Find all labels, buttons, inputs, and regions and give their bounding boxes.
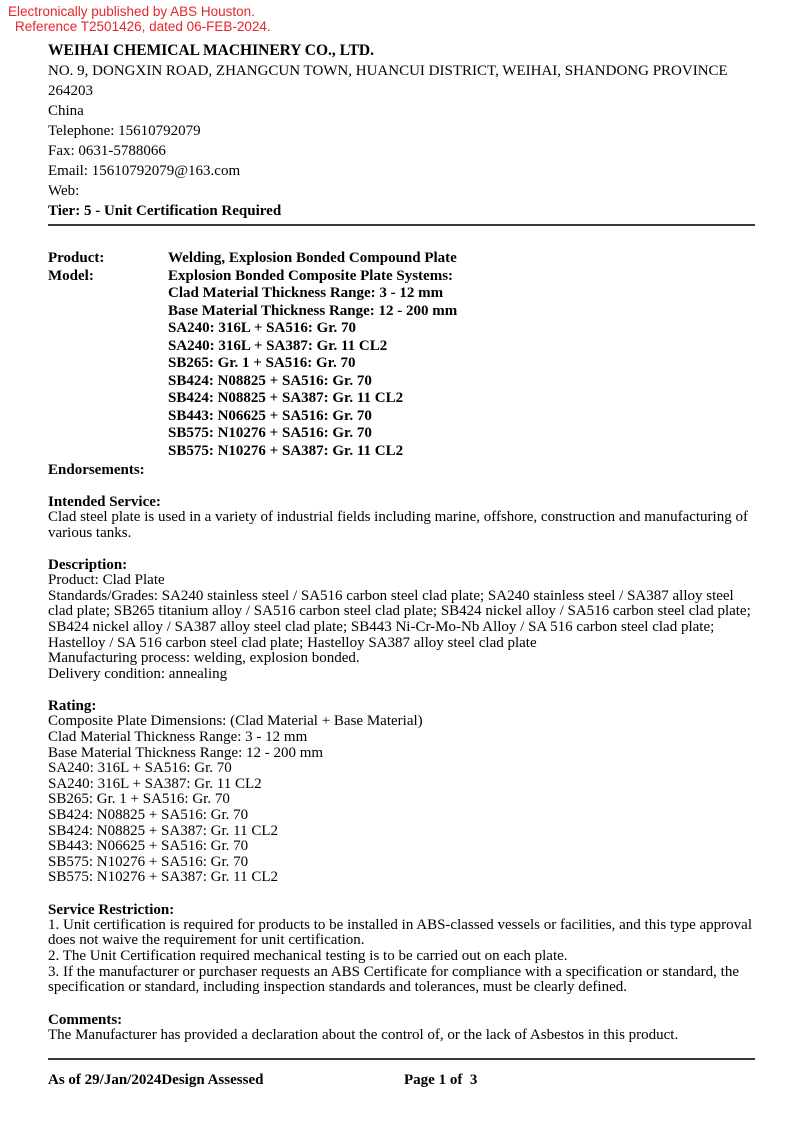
description-line: Delivery condition: annealing [48,665,228,682]
company-name: WEIHAI CHEMICAL MACHINERY CO., LTD. [48,42,374,59]
service-restriction-item: 2. The Unit Certification required mechanical testing is to be carried out on each plate. [48,948,568,965]
rating-heading: Rating: [48,698,97,715]
publish-notice-line2: Reference T2501426, dated 06-FEB-2024. [15,18,271,34]
description-lines [48,573,755,682]
model-line: SB443: N06625 + SA516: Gr. 70 [168,407,372,424]
intended-service-body: Clad steel plate is used in a variety of industrial fields including marine, offshore, construction and manufacturing of various tanks. [48,509,748,541]
comments-body: The Manufacturer has provided a declaration about the control of, or the lack of Asbestos in this product. [48,1026,679,1043]
model-line: SA240: 316L + SA516: Gr. 70 [168,320,357,336]
product-value: Welding, Explosion Bonded Compound Plate [168,250,457,266]
model-line: Clad Material Thickness Range: 3 - 12 mm [168,285,444,301]
model-line: SB575: N10276 + SA516: Gr. 70 [168,425,372,441]
description-line: Product: Clad Plate [48,572,165,589]
product-row [48,250,755,268]
tier-line: Tier: 5 - Unit Certification Required [48,203,282,219]
rating-line: SB265: Gr. 1 + SA516: Gr. 70 [48,791,230,808]
model-label: Model: [48,267,94,284]
rating-lines [48,714,755,886]
model-row [48,268,755,461]
service-restriction-heading: Service Restriction: [48,901,175,918]
model-line: SB424: N08825 + SA387: Gr. 11 CL2 [168,390,404,406]
rating-line: SB424: N08825 + SA516: Gr. 70 [48,806,249,823]
service-restriction-item: 1. Unit certification is required for products to be installed in ABS-classed vessels or facilities, and this type approval does not waive the requirement for unit certification. [48,916,752,949]
page-footer [48,1058,755,1089]
model-line: Explosion Bonded Composite Plate Systems: [168,267,454,284]
company-country: China [48,103,84,119]
header-divider [48,224,755,226]
comments-heading: Comments: [48,1011,123,1028]
company-address-line2: 264203 [48,83,93,99]
intended-service-heading: Intended Service: [48,494,161,510]
certificate-page [0,34,800,1043]
description-line: Manufacturing process: welding, explosion bonded. [48,650,360,667]
publish-notice [0,0,800,34]
rating-line: Composite Plate Dimensions: (Clad Material + Base Material) [48,713,423,730]
company-telephone: Telephone: 15610792079 [48,123,201,139]
description-heading: Description: [48,557,128,574]
description-line: Standards/Grades: SA240 stainless steel / SA516 carbon steel clad plate; SA240 stainless steel / SA387 alloy steel clad plate; SB265 titanium alloy / SA516 carbon steel clad plate; SB424 nickel alloy / SA516 carbon steel clad plate; SB424 nickel alloy / SA387 alloy steel clad plate; SB443 Ni-Cr-Mo-Nb Alloy / SA 516 carbon steel clad plate; Hastelloy / SA 516 carbon steel clad plate; Hastelloy SA387 alloy steel clad plate [48,587,751,651]
model-line: SA240: 316L + SA387: Gr. 11 CL2 [168,337,388,354]
footer-date-status: As of 29/Jan/2024Design Assessed [48,1072,264,1088]
rating-line: SB443: N06625 + SA516: Gr. 70 [48,838,249,855]
model-line: SB265: Gr. 1 + SA516: Gr. 70 [168,355,356,371]
product-model-table [48,250,755,460]
endorsements-heading: Endorsements: [48,462,145,478]
company-fax: Fax: 0631-5788066 [48,143,166,159]
model-line: Base Material Thickness Range: 12 - 200 mm [168,302,458,319]
model-line: SB424: N08825 + SA516: Gr. 70 [168,372,372,389]
service-restriction-item: 3. If the manufacturer or purchaser requests an ABS Certificate for compliance with a specification or standard, the specification or standard, including inspection standards and tolerances, must be clearly defined. [48,963,739,996]
company-address-line1: NO. 9, DONGXIN ROAD, ZHANGCUN TOWN, HUANCUI DISTRICT, WEIHAI, SHANDONG PROVINCE [48,63,728,79]
rating-line: SA240: 316L + SA516: Gr. 70 [48,760,232,777]
publish-notice-line1: Electronically published by ABS Houston. [8,4,255,19]
rating-line: Clad Material Thickness Range: 3 - 12 mm [48,728,308,745]
model-line: SB575: N10276 + SA387: Gr. 11 CL2 [168,442,404,459]
footer-page-number: Page 1 of 3 [404,1072,478,1088]
rating-line: SB575: N10276 + SA387: Gr. 11 CL2 [48,869,279,886]
rating-line: SB424: N08825 + SA387: Gr. 11 CL2 [48,822,279,839]
rating-line: SB575: N10276 + SA516: Gr. 70 [48,853,249,870]
company-web: Web: [48,183,80,199]
product-label: Product: [48,250,105,266]
model-values [168,268,457,461]
rating-line: SA240: 316L + SA387: Gr. 11 CL2 [48,775,262,792]
rating-line: Base Material Thickness Range: 12 - 200 mm [48,744,324,761]
company-email: Email: 15610792079@163.com [48,163,241,179]
service-restriction-lines [48,918,755,996]
